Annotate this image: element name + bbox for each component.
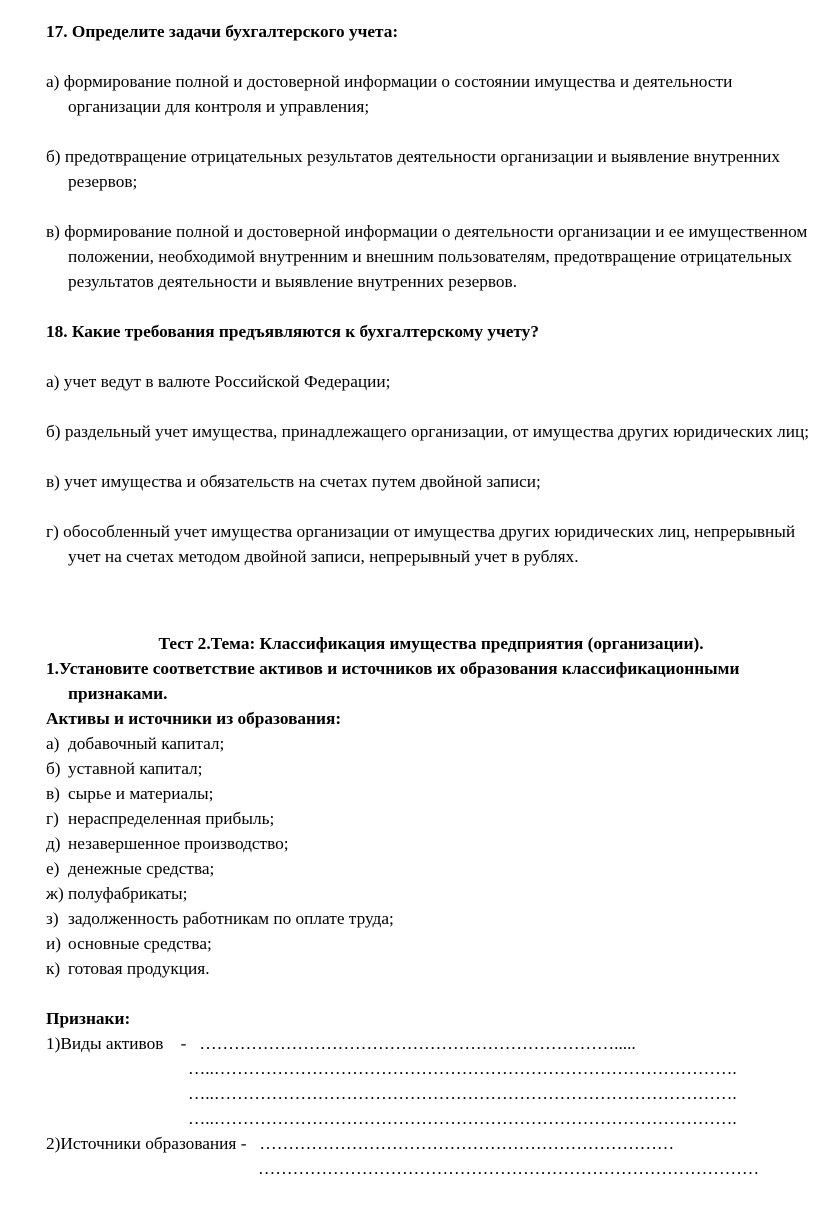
question-17-option-b: б) предотвращение отрицательных результатов деятельности организации и выявление внутренних резервов;: [46, 147, 780, 191]
sign-2-answer-line-2: ……………………………………………………………………………: [258, 1159, 760, 1178]
sign-2-label: 2)Источники образования -: [46, 1134, 247, 1153]
question-18-option-a: а) учет ведут в валюте Российской Федерации;: [46, 372, 391, 391]
question-18-option-d: г) обособленный учет имущества организации от имущества других юридических лиц, непрерывный учет на счетах методом двойной записи, непрерывный учет в рублях.: [46, 522, 796, 566]
assets-heading: Активы и источники из образования:: [46, 709, 342, 728]
question-17-option-a: а) формирование полной и достоверной информации о состоянии имущества и деятельности организации для контроля и управления;: [46, 72, 733, 116]
list-item: ж) полуфабрикаты;: [46, 884, 188, 903]
signs-heading: Признаки:: [46, 1009, 131, 1028]
list-item: б) уставной капитал;: [46, 759, 203, 778]
sign-1-answer-line-4: …..……………………………………………………………………………….: [188, 1109, 737, 1128]
list-item: в) сырье и материалы;: [46, 784, 214, 803]
question-18-title: 18. Какие требования предъявляются к бухгалтерскому учету?: [46, 322, 539, 341]
question-18-option-b: б) раздельный учет имущества, принадлежащего организации, от имущества других юридических лиц;: [46, 422, 810, 441]
list-item: е) денежные средства;: [46, 859, 215, 878]
test-2-task: 1.Установите соответствие активов и источников их образования классификационными признаками.: [46, 659, 740, 703]
sign-1-row: [46, 1031, 816, 1056]
list-item: и) основные средства;: [46, 934, 212, 953]
sign-2-answer-line: ………………………………………………………………: [259, 1134, 675, 1153]
list-item: д) незавершенное производство;: [46, 834, 289, 853]
assets-list: [46, 731, 816, 981]
question-18-option-c: в) учет имущества и обязательств на счетах путем двойной записи;: [46, 472, 541, 491]
sign-2-row: [46, 1131, 816, 1156]
question-17-option-c: в) формирование полной и достоверной информации о деятельности организации и ее имущественном положении, необходимой внутренним и внешним пользователям, предотвращение отрицательных результатов деятельности и выявление внутренних резервов.: [46, 222, 808, 291]
list-item: з) задолженность работникам по оплате труда;: [46, 909, 394, 928]
sign-1-answer-line-2: …..……………………………………………………………………………….: [188, 1059, 737, 1078]
list-item: а) добавочный капитал;: [46, 734, 225, 753]
document-page: [46, 19, 816, 1181]
test-2-heading: Тест 2.Тема: Классификация имущества предприятия (организации).: [158, 634, 704, 653]
sign-1-answer-line-3: …..……………………………………………………………………………….: [188, 1084, 737, 1103]
sign-1-answer-line: ……………………………………………………………….....: [199, 1034, 636, 1053]
list-item: к) готовая продукция.: [46, 959, 210, 978]
list-item: г) нераспределенная прибыль;: [46, 809, 275, 828]
sign-1-label: 1)Виды активов -: [46, 1034, 187, 1053]
question-17-title: 17. Определите задачи бухгалтерского учета:: [46, 22, 399, 41]
